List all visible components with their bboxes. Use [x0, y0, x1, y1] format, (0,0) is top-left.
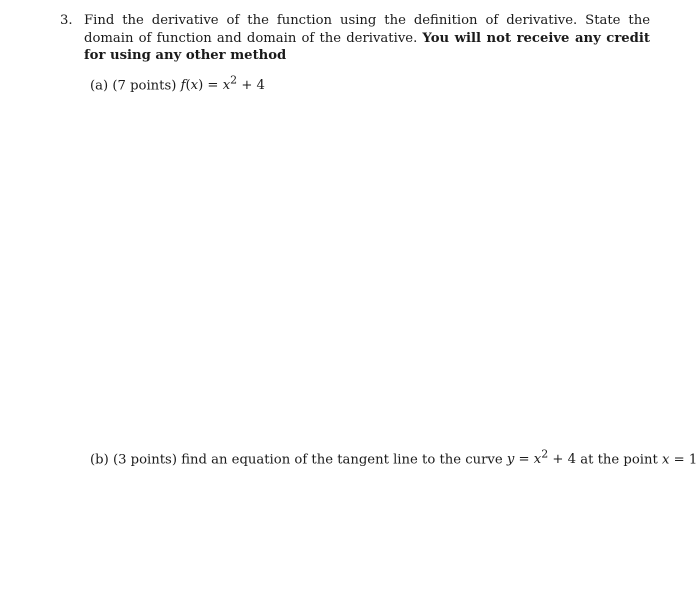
problem-instructions: Find the derivative of the function using the definition of derivative. State the domain of function and domain of the derivative. [84, 13, 650, 46]
problem-number: 3. [60, 13, 73, 28]
problem-3 [60, 12, 650, 65]
part-b-point: x = 1 [661, 452, 698, 468]
part-a [90, 72, 265, 94]
part-a-points: (7 points) [112, 78, 177, 94]
part-a-function: $f(x) = x^2 + 4$ [180, 74, 265, 94]
problem-statement [84, 12, 650, 65]
part-b-points: (3 points) [112, 452, 177, 468]
part-b-label: (b) [90, 452, 109, 468]
part-b-at-text: at the point [580, 452, 658, 468]
problem-warning: You will not receive any credit for using any other method [84, 30, 650, 63]
part-b-curve: $y = x^2 + 4$ [506, 448, 577, 468]
part-b [90, 446, 697, 468]
part-a-answer-space [90, 96, 650, 436]
part-b-answer-space [90, 470, 650, 610]
part-a-label: (a) [90, 78, 109, 94]
part-b-question: find an equation of the tangent line to the curve [181, 452, 503, 468]
